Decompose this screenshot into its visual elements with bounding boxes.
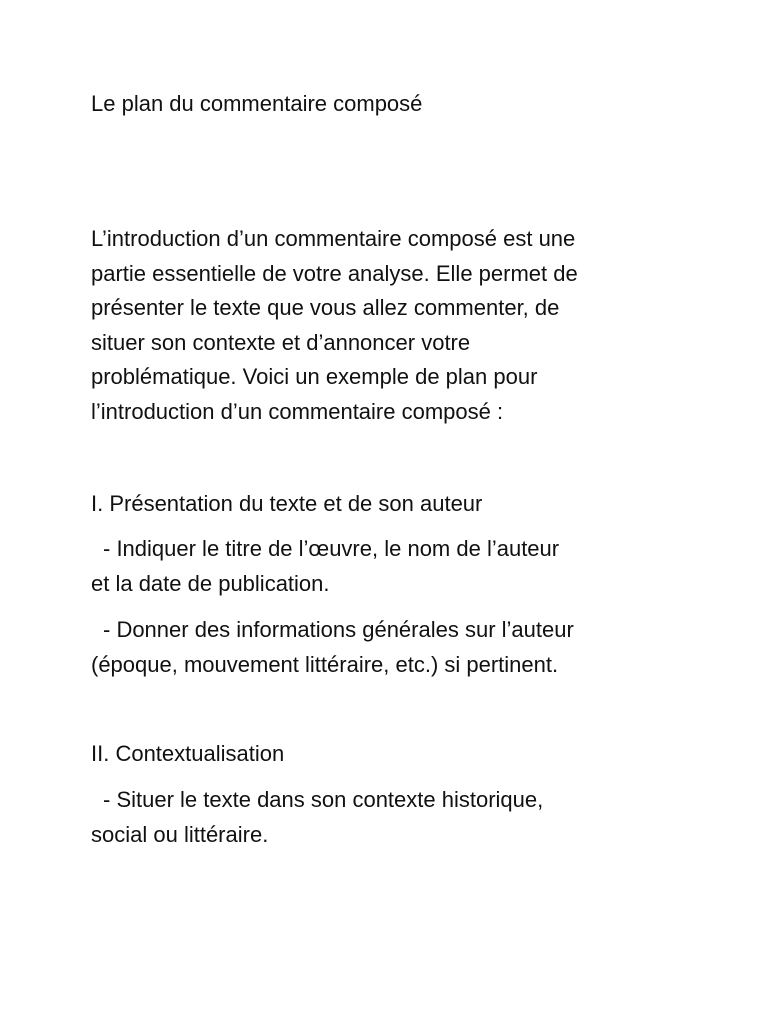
bullet-line: - Donner des informations générales sur l’auteur [103, 617, 574, 642]
section-heading-presentation: I. Présentation du texte et de son auteur [91, 491, 483, 516]
intro-line: l’introduction d’un commentaire composé : [91, 398, 504, 424]
intro-line: partie essentielle de votre analyse. Elle permet de [91, 260, 578, 286]
section-heading-contextualisation: II. Contextualisation [91, 741, 285, 766]
bullet-line: - Situer le texte dans son contexte historique, [103, 787, 544, 812]
document-title: Le plan du commentaire composé [91, 91, 423, 116]
bullet-line: - Indiquer le titre de l’œuvre, le nom de l’auteur [103, 536, 560, 561]
intro-line: problématique. Voici un exemple de plan pour [91, 364, 538, 389]
bullet-line: social ou littéraire. [91, 821, 269, 847]
intro-paragraph [91, 222, 711, 429]
bullet-line: et la date de publication. [91, 570, 330, 596]
bullet-item [91, 783, 711, 852]
intro-line: présenter le texte que vous allez commenter, de [91, 295, 560, 320]
bullet-line: (époque, mouvement littéraire, etc.) si pertinent. [91, 651, 559, 677]
bullet-item [91, 613, 711, 682]
bullet-item [91, 532, 711, 601]
intro-line: situer son contexte et d’annoncer votre [91, 329, 471, 355]
intro-line: L’introduction d’un commentaire composé est une [91, 226, 576, 251]
